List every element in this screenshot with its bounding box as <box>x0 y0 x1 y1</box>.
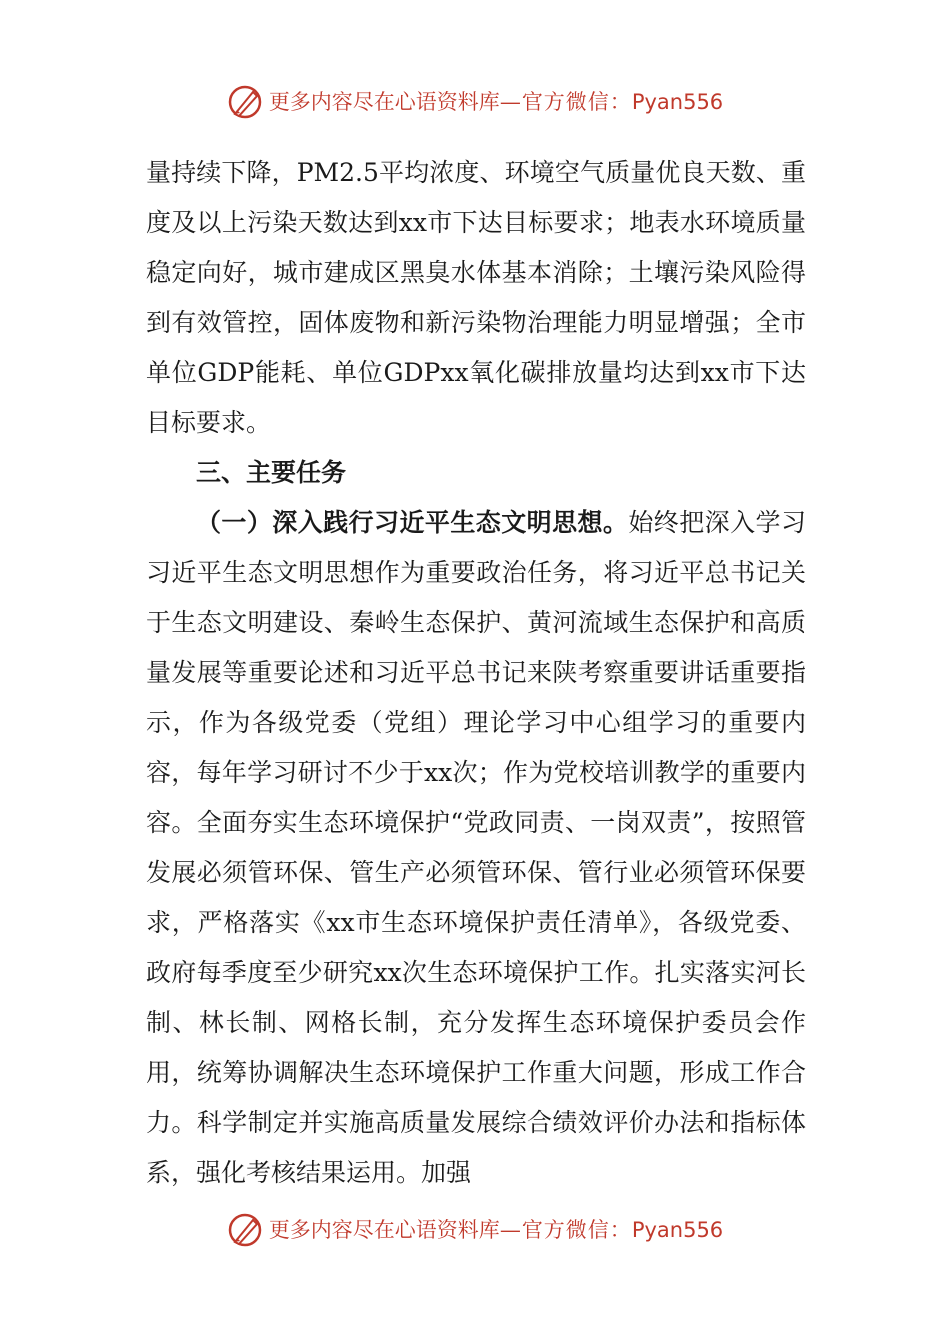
paragraph-task-one-text: 始终把深入学习习近平生态文明思想作为重要政治任务，将习近平总书记关于生态文明建设、秦岭生态保护、黄河流域生态保护和高质量发展等重要论述和习近平总书记来陕考察重要讲话重要指示，作为各级党委（党组）理论学习中心组学习的重要内容，每年学习研讨不少于xx次；作为党校培训教学的重要内容。全面夯实生态环境保护“党政同责、一岗双责”，按照管发展必须管环保、管生产必须管环保、管行业必须管环保要求，严格落实《xx市生态环境保护责任清单》，各级党委、政府每季度至少研究xx次生态环境保护工作。扎实落实河长制、林长制、网格长制，充分发挥生态环境保护委员会作用，统筹协调解决生态环境保护工作重大问题，形成工作合力。科学制定并实施高质量发展综合绩效评价办法和指标体系，强化考核结果运用。加强 <box>146 508 806 1187</box>
watermark-banner-top <box>0 80 950 124</box>
watermark-banner-bottom <box>0 1208 950 1252</box>
paragraph-task-one <box>146 498 806 1198</box>
watermark-wechat-id: Pyan556 <box>631 90 724 114</box>
pen-logo-icon <box>227 1212 263 1248</box>
watermark-main-text: 更多内容尽在心语资料库 <box>268 1218 500 1242</box>
watermark-sub-text: 官方微信： <box>521 90 632 114</box>
watermark-dash: — <box>499 90 522 114</box>
watermark-sub-text: 官方微信： <box>521 1218 632 1242</box>
watermark-wechat-id: Pyan556 <box>631 1218 724 1242</box>
paragraph-continuation: 量持续下降，PM2.5平均浓度、环境空气质量优良天数、重度及以上污染天数达到xx市下达目标要求；地表水环境质量稳定向好，城市建成区黑臭水体基本消除；土壤污染风险得到有效管控，固体废物和新污染物治理能力明显增强；全市单位GDP能耗、单位GDPxx氧化碳排放量均达到xx市下达目标要求。 <box>146 158 806 437</box>
subsection-heading: （一）深入践行习近平生态文明思想。 <box>196 508 629 537</box>
watermark-dash: — <box>499 1218 522 1242</box>
document-body <box>146 148 806 1198</box>
pen-logo-icon <box>227 84 263 120</box>
watermark-main-text: 更多内容尽在心语资料库 <box>268 90 500 114</box>
section-heading: 三、主要任务 <box>196 458 347 487</box>
